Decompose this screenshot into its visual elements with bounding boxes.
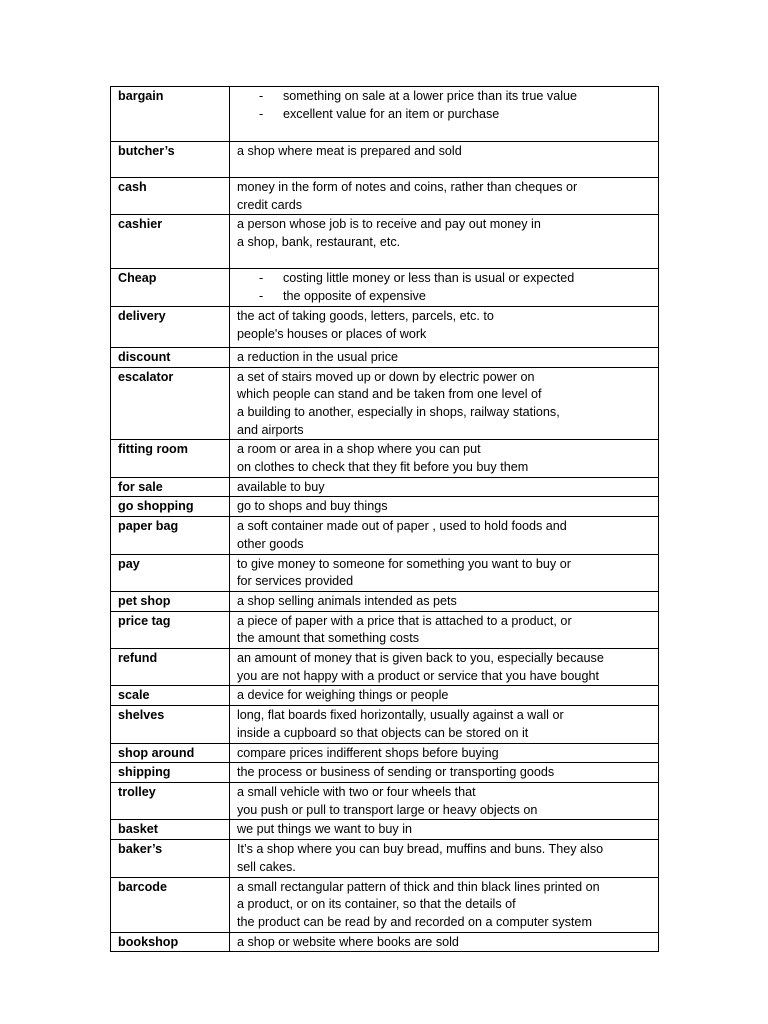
table-row [111,877,659,932]
bullet-dash: - [259,289,264,304]
definition-line: to give money to someone for something you want to buy or [237,556,571,571]
table-row [111,477,659,497]
definition-line: a device for weighing things or people [237,688,449,703]
definition-cell [230,178,659,215]
definition-cell [230,477,659,497]
table-row [111,269,659,306]
term-cell: bookshop [111,932,230,952]
definition-line: other goods [237,536,304,551]
term-cell: butcher’s [111,142,230,178]
term-cell: price tag [111,611,230,648]
term-cell: pay [111,554,230,591]
table-row [111,743,659,763]
definition-cell [230,215,659,269]
definition-cell [230,306,659,347]
definition-line: inside a cupboard so that objects can be stored on it [237,725,529,740]
definition-line: a soft container made out of paper , used to hold foods and [237,519,567,534]
definition-line: a shop where meat is prepared and sold [237,144,462,158]
definition-line: for services provided [237,574,354,589]
definition-line: the process or business of sending or transporting goods [237,765,555,780]
table-row [111,840,659,877]
term-cell: shop around [111,743,230,763]
definition-line: you push or pull to transport large or heavy objects on [237,802,538,817]
term-cell: shipping [111,763,230,783]
term-cell: scale [111,686,230,706]
definition-cell [230,591,659,611]
definition-bullet [237,270,652,288]
term-cell: paper bag [111,517,230,554]
table-row [111,649,659,686]
definition-cell [230,611,659,648]
table-row [111,706,659,743]
definition-line: a shop, bank, restaurant, etc. [237,235,401,250]
definition-line: a person whose job is to receive and pay out money in [237,217,541,232]
term-cell: cashier [111,215,230,269]
definition-bullet-text: excellent value for an item or purchase [283,106,500,121]
term-cell: trolley [111,782,230,819]
term-cell: refund [111,649,230,686]
definition-cell [230,932,659,952]
definition-line: a reduction in the usual price [237,349,399,364]
term-cell: bargain [111,87,230,142]
table-row [111,215,659,269]
definition-line: a shop selling animals intended as pets [237,593,457,608]
table-row [111,367,659,440]
definition-line: compare prices indifferent shops before buying [237,745,499,760]
definition-cell [230,649,659,686]
definition-cell [230,517,659,554]
table-row [111,820,659,840]
definition-line: people's houses or places of work [237,326,427,341]
term-cell: basket [111,820,230,840]
table-row [111,554,659,591]
table-row [111,87,659,142]
table-row [111,497,659,517]
definition-cell [230,820,659,840]
definition-line: a piece of paper with a price that is attached to a product, or [237,613,572,628]
table-row [111,517,659,554]
term-cell: pet shop [111,591,230,611]
bullet-dash: - [259,106,264,121]
definition-cell [230,840,659,877]
definition-line: a small vehicle with two or four wheels that [237,784,476,799]
definition-line: an amount of money that is given back to you, especially because [237,651,604,666]
definition-cell [230,269,659,306]
term-cell: cash [111,178,230,215]
definition-bullet-text: something on sale at a lower price than its true value [283,89,578,103]
definition-line: credit cards [237,197,303,212]
table-row [111,178,659,215]
definition-line: a small rectangular pattern of thick and thin black lines printed on [237,879,600,894]
definition-line: a set of stairs moved up or down by electric power on [237,369,535,384]
table-row [111,763,659,783]
definition-line: and airports [237,422,304,437]
term-cell: escalator [111,367,230,440]
definition-line: go to shops and buy things [237,499,388,514]
table-row [111,142,659,178]
definition-bullet [237,106,652,124]
definition-bullet [237,88,652,106]
table-row [111,611,659,648]
table-row [111,347,659,367]
vocabulary-table-body [111,87,659,952]
term-cell: go shopping [111,497,230,517]
definition-cell [230,877,659,932]
definition-cell [230,367,659,440]
definition-line: available to buy [237,479,325,494]
definition-cell [230,743,659,763]
bullet-dash: - [259,271,264,286]
definition-line: a room or area in a shop where you can put [237,442,481,457]
vocabulary-table [110,86,659,952]
definition-cell [230,142,659,178]
definition-cell [230,763,659,783]
table-row [111,782,659,819]
table-row [111,591,659,611]
definition-line: we put things we want to buy in [237,822,413,837]
definition-cell [230,87,659,142]
definition-line: you are not happy with a product or service that you have bought [237,668,599,683]
definition-line: which people can stand and be taken from one level of [237,387,542,402]
definition-line: a product, or on its container, so that the details of [237,897,516,912]
definition-cell [230,497,659,517]
table-row [111,686,659,706]
definition-line: long, flat boards fixed horizontally, usually against a wall or [237,708,564,723]
definition-line: sell cakes. [237,859,296,874]
definition-cell [230,347,659,367]
table-row [111,932,659,952]
definition-bullet-text: the opposite of expensive [283,289,426,304]
term-cell: Cheap [111,269,230,306]
definition-line: on clothes to check that they fit before you buy them [237,460,529,475]
definition-line: money in the form of notes and coins, rather than cheques or [237,180,578,194]
term-cell: for sale [111,477,230,497]
definition-line: the product can be read by and recorded on a computer system [237,914,592,929]
term-cell: delivery [111,306,230,347]
definition-line: a building to another, especially in shops, railway stations, [237,404,560,419]
definition-line: a shop or website where books are sold [237,934,459,949]
table-row [111,306,659,347]
term-cell: shelves [111,706,230,743]
definition-bullet-text: costing little money or less than is usual or expected [283,271,575,286]
definition-cell [230,686,659,706]
definition-cell [230,440,659,477]
definition-line: the amount that something costs [237,631,420,646]
definition-line: It’s a shop where you can buy bread, muffins and buns. They also [237,842,604,857]
definition-cell [230,706,659,743]
term-cell: fitting room [111,440,230,477]
term-cell: discount [111,347,230,367]
table-row [111,440,659,477]
definition-cell [230,782,659,819]
definition-line: the act of taking goods, letters, parcels, etc. to [237,308,494,323]
term-cell: barcode [111,877,230,932]
definition-cell [230,554,659,591]
bullet-dash: - [259,89,264,103]
definition-bullet [237,288,652,306]
term-cell: baker’s [111,840,230,877]
